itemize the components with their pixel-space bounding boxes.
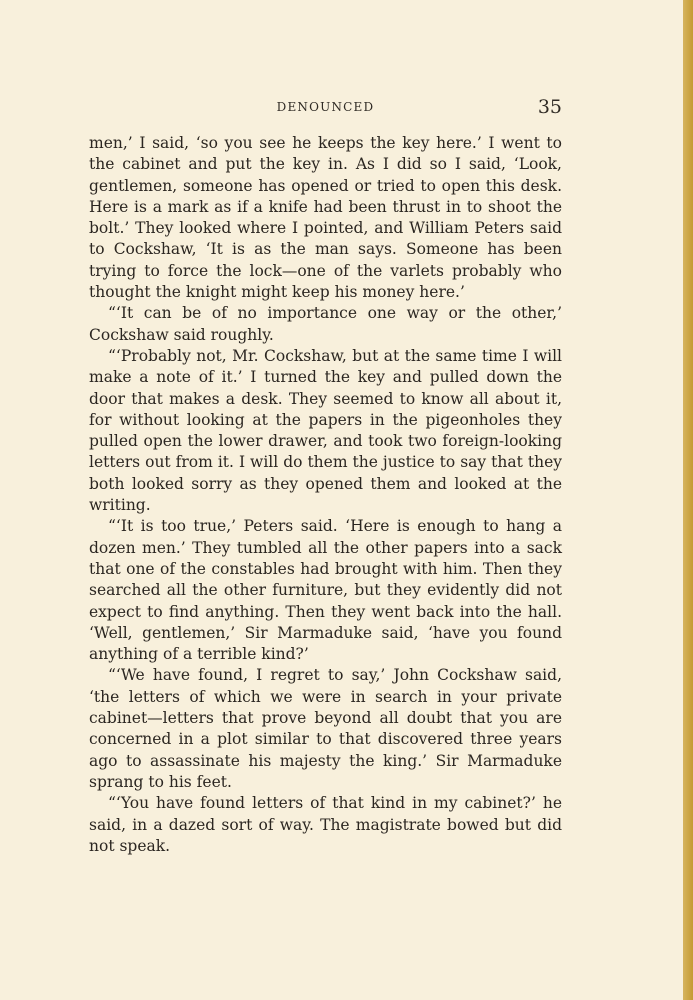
paragraph: “‘It can be of no importance one way or the other,’ Cockshaw said roughly. bbox=[89, 304, 562, 344]
page-number: 35 bbox=[537, 96, 562, 118]
paragraph: “‘Probably not, Mr. Cockshaw, but at the same time I will make a note of it.’ I turned the key and pulled down the door that makes a desk. They seemed to know all about it, for without looking at the papers in the pigeonholes they pulled open the lower drawer, and took two foreign-looking letters out from it. I will do them the justice to say that they both looked sorry as they opened them and looked at the writing. bbox=[89, 346, 562, 515]
body-text bbox=[89, 133, 562, 857]
paragraph: “‘We have found, I regret to say,’ John Cockshaw said, ‘the letters of which we were in search in your private cabinet—letters that prove beyond all doubt that you are concerned in a plot similar to that discovered three years ago to assassinate his majesty the king.’ Sir Marmaduke sprang to his feet. bbox=[89, 666, 562, 791]
paragraph: “‘It is too true,’ Peters said. ‘Here is enough to hang a dozen men.’ They tumbled all the other papers into a sack that one of the constables had brought with him. Then they searched all the other furniture, but they evidently did not expect to find anything. Then they went back into the hall. ‘Well, gentlemen,’ Sir Marmaduke said, ‘have you found anything of a terrible kind?’ bbox=[89, 517, 562, 664]
running-head: DENOUNCED bbox=[276, 100, 375, 114]
page-header bbox=[89, 96, 562, 120]
paragraph: men,’ I said, ‘so you see he keeps the key here.’ I went to the cabinet and put the key in. As I did so I said, ‘Look, gentlemen, someone has opened or tried to open this desk. Here is a mark as if a knife had been thrust in to shoot the bolt.’ They looked where I pointed, and William Peters said to Cockshaw, ‘It is as the man says. Someone has been trying to force the lock—one of the varlets probably who thought the knight might keep his money here.’ bbox=[89, 134, 562, 302]
paragraph: “‘You have found letters of that kind in my cabinet?’ he said, in a dazed sort of way. The magistrate bowed but did not speak. bbox=[89, 794, 562, 855]
page-edge bbox=[683, 0, 693, 1000]
